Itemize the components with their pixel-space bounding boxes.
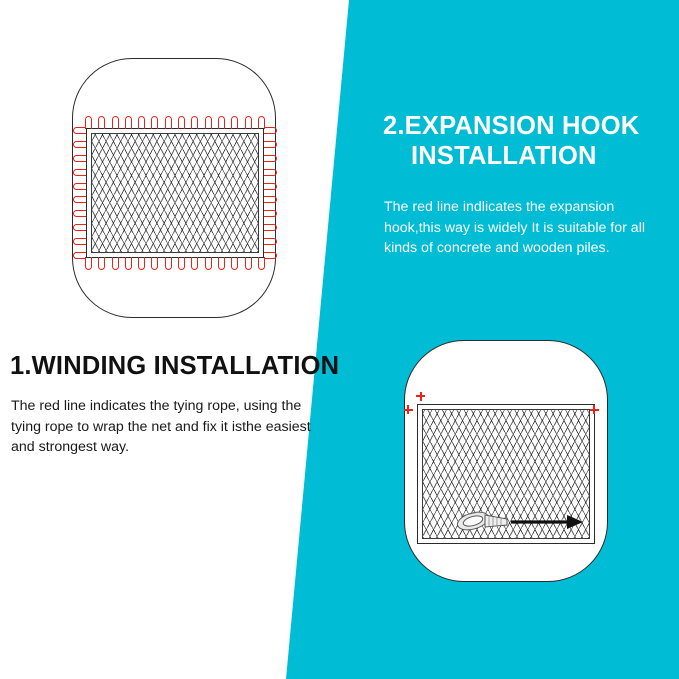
- rope-stitch: [245, 116, 252, 129]
- rope-stitch: [151, 116, 158, 129]
- rope-stitch: [85, 257, 92, 270]
- rope-stitch: [178, 257, 185, 270]
- rope-stitch: [165, 116, 172, 129]
- rope-stitch: [231, 116, 238, 129]
- expansion-hook-illustration: [404, 340, 608, 582]
- expansion-hook-icon: [590, 405, 599, 414]
- rope-stitch: [73, 169, 86, 176]
- rope-stitches-right: [264, 127, 277, 259]
- left-panel-heading: 1.WINDING INSTALLATION: [10, 352, 340, 380]
- right-panel-heading-line1: 2.EXPANSION HOOK: [383, 112, 640, 140]
- rope-stitch: [264, 210, 277, 217]
- left-panel-body-text: The red line indicates the tying rope, using the tying rope to wrap the net and fix it isthe easiest and strongest way.: [11, 398, 311, 456]
- rope-stitch: [264, 141, 277, 148]
- rope-stitches-left: [73, 127, 86, 259]
- rope-stitch: [231, 257, 238, 270]
- rope-stitch: [73, 183, 86, 190]
- rope-stitch: [73, 252, 86, 259]
- rope-stitch: [73, 224, 86, 231]
- rope-stitch: [73, 141, 86, 148]
- winding-installation-illustration: [72, 58, 276, 318]
- rope-stitch: [191, 116, 198, 129]
- rope-stitch: [264, 252, 277, 259]
- rope-stitch: [264, 169, 277, 176]
- rope-stitch: [73, 210, 86, 217]
- rope-stitch: [264, 183, 277, 190]
- rope-stitches-bottom: [85, 257, 265, 270]
- rope-stitch: [264, 127, 277, 134]
- rope-stitches-top: [85, 116, 265, 129]
- rope-stitch: [205, 257, 212, 270]
- rope-stitch: [138, 116, 145, 129]
- rope-stitch: [264, 196, 277, 203]
- rope-stitch: [112, 257, 119, 270]
- right-panel-heading: [383, 112, 658, 171]
- rope-stitch: [138, 257, 145, 270]
- rope-stitch: [218, 116, 225, 129]
- net-graphic-winding: [91, 133, 259, 253]
- rope-stitch: [245, 257, 252, 270]
- right-panel-heading-line2: INSTALLATION: [411, 141, 597, 170]
- rope-stitch: [98, 116, 105, 129]
- rope-stitch: [125, 116, 132, 129]
- rope-stitch: [218, 257, 225, 270]
- expansion-hook-icon: [416, 392, 425, 401]
- rope-stitch: [85, 116, 92, 129]
- rope-stitch: [73, 155, 86, 162]
- rope-stitch: [264, 155, 277, 162]
- rope-stitch: [165, 257, 172, 270]
- rope-stitch: [73, 238, 86, 245]
- rope-stitch: [205, 116, 212, 129]
- rope-stitch: [151, 257, 158, 270]
- rope-stitch: [191, 257, 198, 270]
- expansion-hook-icon: [404, 405, 413, 414]
- rope-stitch: [264, 238, 277, 245]
- right-panel-body-text: The red line indlicates the expansion hook,this way is widely It is suitable for all kinds of concrete and wooden piles.: [384, 199, 646, 257]
- rope-stitch: [125, 257, 132, 270]
- rope-stitch: [98, 257, 105, 270]
- rope-stitch: [73, 127, 86, 134]
- expansion-bolt-hardware-icon: [453, 501, 515, 541]
- rope-stitch: [264, 224, 277, 231]
- rope-stitch: [73, 196, 86, 203]
- rope-stitch: [178, 116, 185, 129]
- direction-arrow-icon: [511, 513, 585, 531]
- rope-stitch: [112, 116, 119, 129]
- net-mesh: [91, 133, 259, 253]
